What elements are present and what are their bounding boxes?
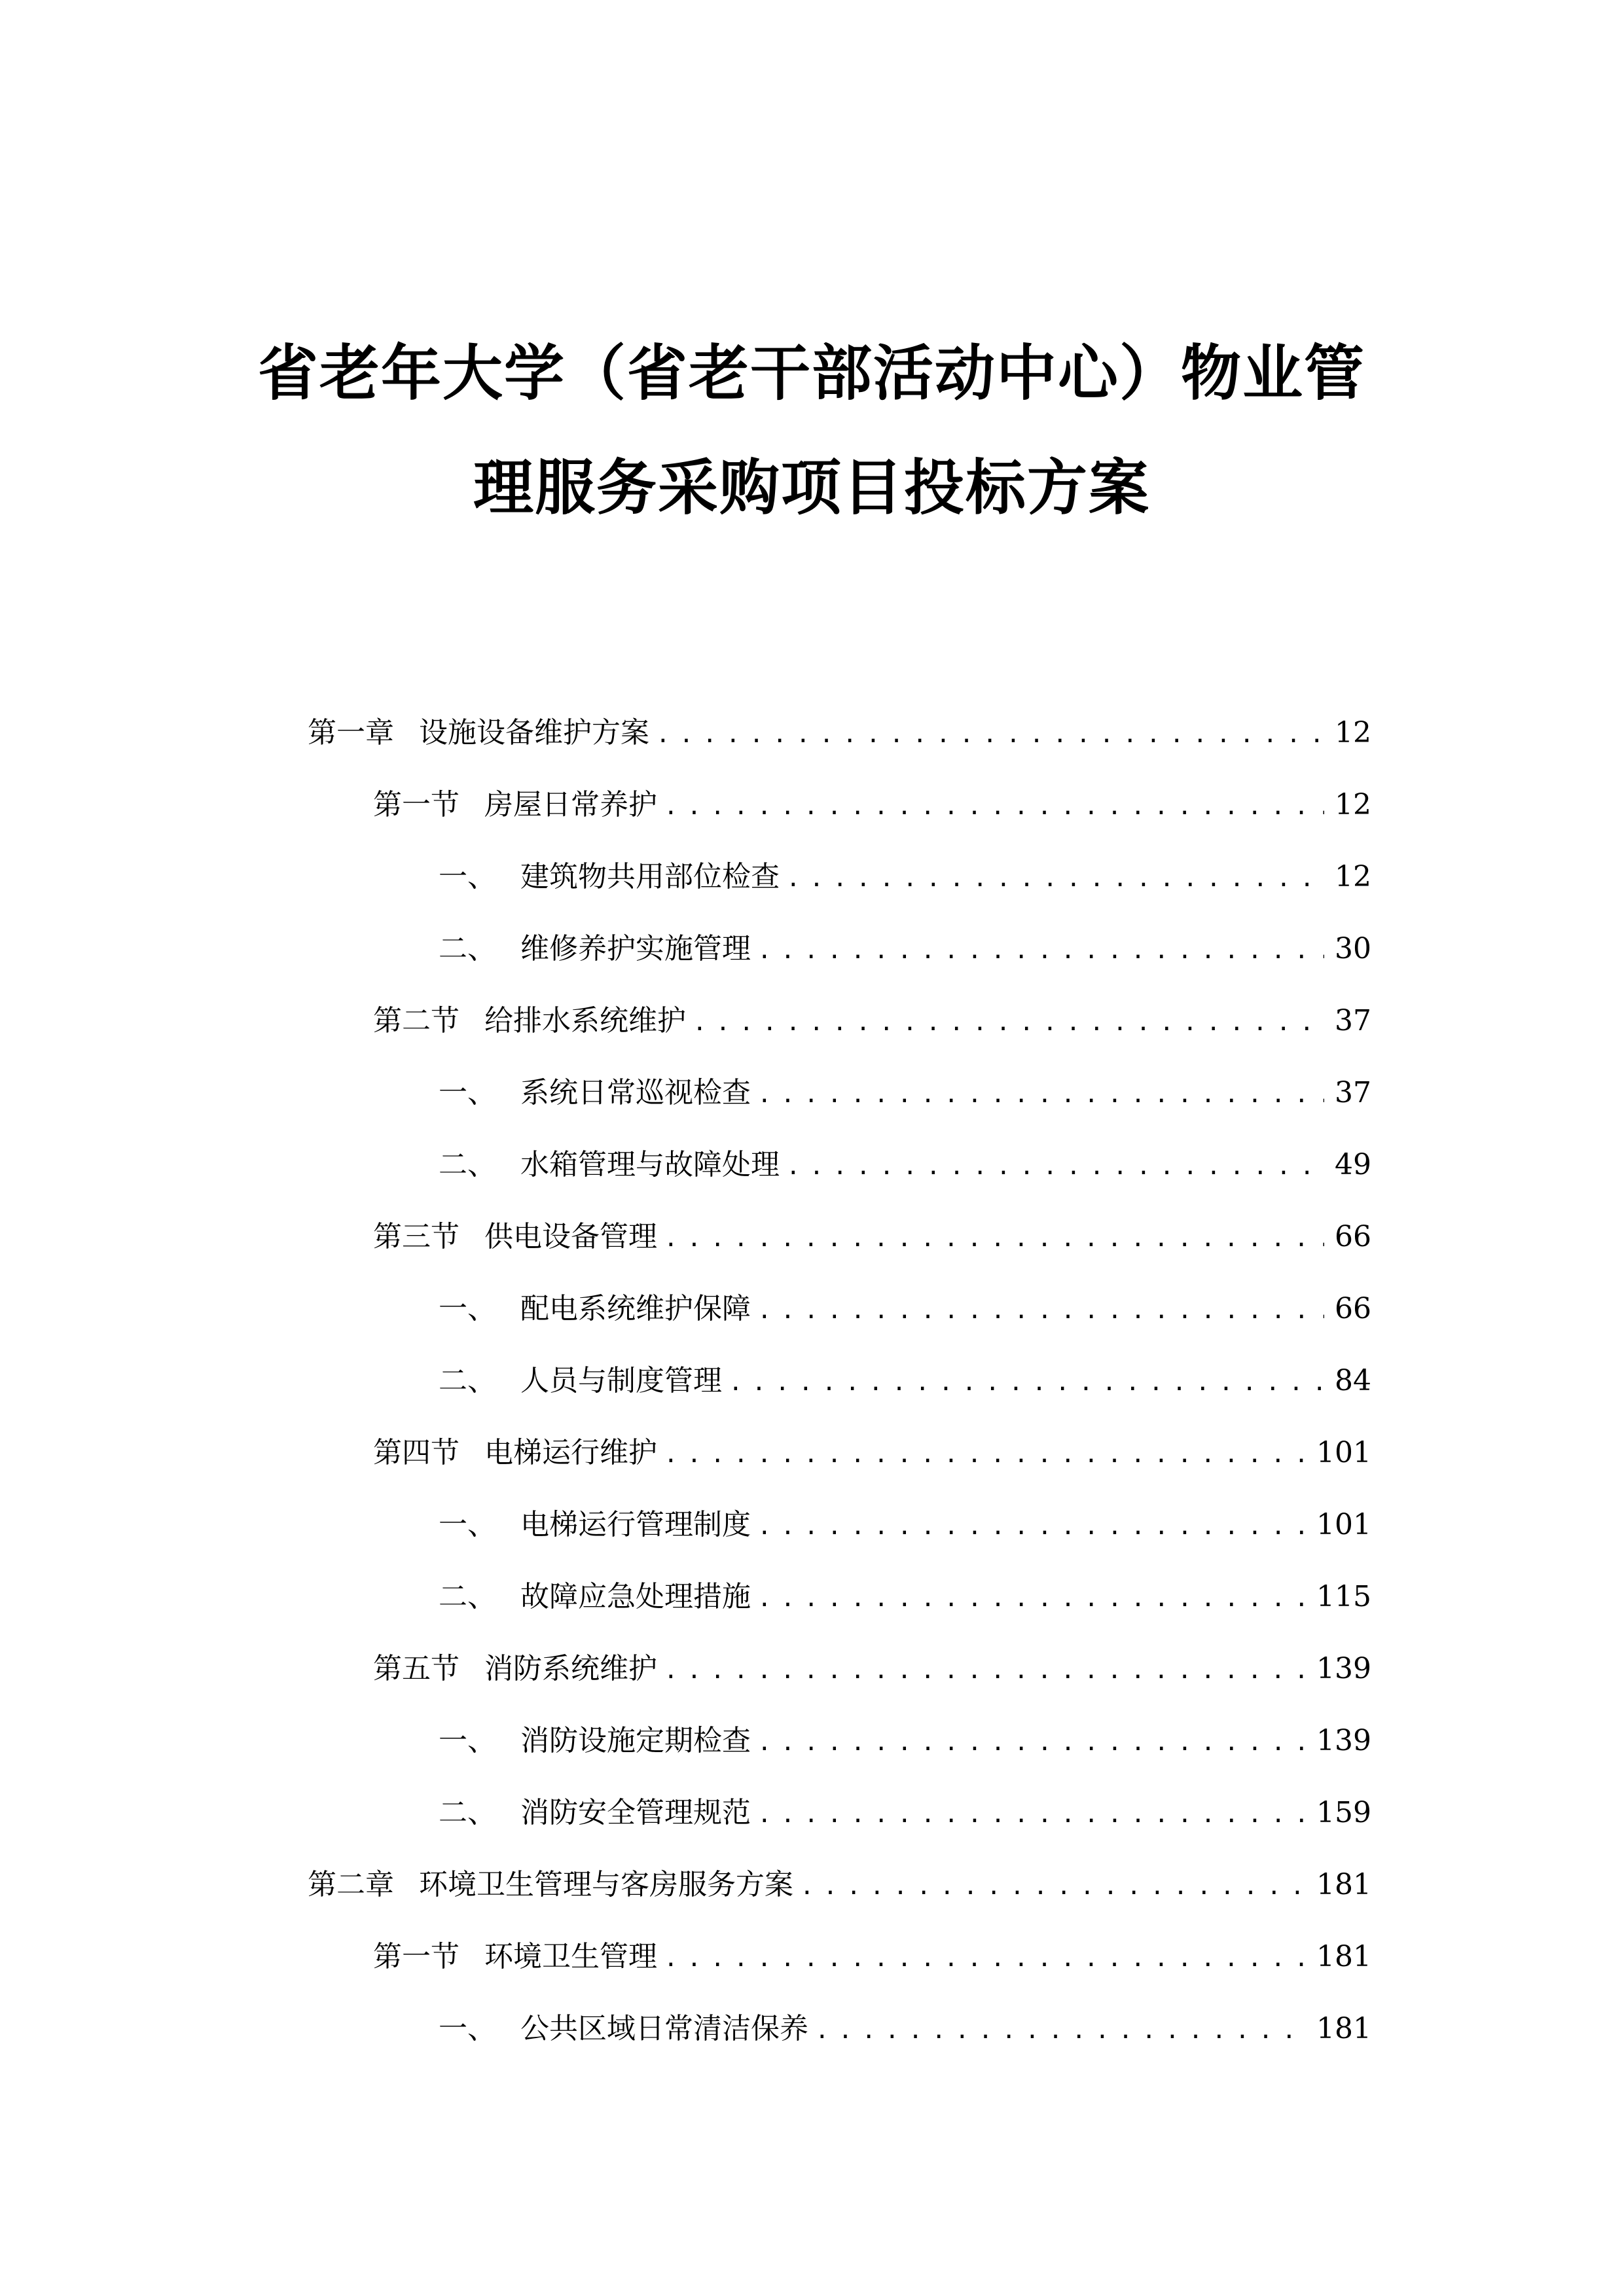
toc-entry-label: 建筑物共用部位检查: [520, 860, 780, 893]
toc-entry-number: 第一章: [308, 716, 394, 749]
toc-entry-label: 设施设备维护方案: [419, 716, 649, 749]
toc-entry-number: 第一节: [373, 788, 460, 821]
toc-entry-label: 配电系统维护保障: [520, 1292, 751, 1325]
toc-entry-label: 电梯运行维护: [484, 1436, 657, 1469]
toc-entry-number: 一、: [439, 1292, 496, 1325]
toc-page-number: 115: [1316, 1580, 1371, 1613]
toc-entry-label: 供电设备管理: [484, 1220, 657, 1253]
toc-entry[interactable]: [308, 1921, 1371, 1993]
toc-entry-label: 人员与制度管理: [520, 1364, 722, 1397]
toc-page-number: 181: [1316, 1868, 1371, 1901]
toc-entry-number: 一、: [439, 860, 496, 893]
toc-entry-number: 第三节: [373, 1220, 460, 1253]
toc-entry[interactable]: [308, 913, 1371, 985]
toc-entry-number: 二、: [439, 1148, 496, 1181]
toc-entry-number: 第二章: [308, 1868, 394, 1901]
toc-entry[interactable]: [308, 841, 1371, 913]
toc-entry[interactable]: [308, 1849, 1371, 1921]
toc-page-number: 181: [1316, 2012, 1371, 2045]
toc-entry-number: 二、: [439, 1364, 496, 1397]
toc-entry-label: 消防系统维护: [484, 1652, 657, 1685]
toc-page-number: 37: [1335, 1076, 1371, 1109]
toc-entry[interactable]: [308, 697, 1371, 769]
document-title-line-2: 理服务采购项目投标方案: [473, 453, 1150, 523]
toc-entry-number: 二、: [439, 1796, 496, 1829]
toc-entry-label: 故障应急处理措施: [520, 1580, 751, 1613]
table-of-contents: [308, 697, 1371, 2065]
toc-entry-number: 一、: [439, 1724, 496, 1757]
toc-dot-leader: [786, 1131, 1324, 1203]
toc-entry[interactable]: [308, 1705, 1371, 1777]
toc-page-number: 30: [1335, 932, 1371, 965]
toc-page-number: 66: [1335, 1220, 1371, 1253]
toc-page-number: 37: [1335, 1004, 1371, 1037]
toc-dot-leader: [656, 699, 1324, 771]
toc-entry[interactable]: [308, 1561, 1371, 1633]
toc-page-number: 181: [1316, 1940, 1371, 1973]
toc-entry[interactable]: [308, 1201, 1371, 1273]
toc-entry[interactable]: [308, 1129, 1371, 1201]
toc-entry-number: 第四节: [373, 1436, 460, 1469]
toc-entry-label: 维修养护实施管理: [520, 932, 751, 965]
toc-entry[interactable]: [308, 985, 1371, 1057]
toc-entry[interactable]: [308, 1633, 1371, 1705]
toc-entry-label: 水箱管理与故障处理: [520, 1148, 780, 1181]
toc-entry[interactable]: [308, 769, 1371, 841]
toc-entry-label: 消防安全管理规范: [520, 1796, 751, 1829]
toc-page-number: 49: [1335, 1148, 1371, 1181]
toc-entry[interactable]: [308, 1273, 1371, 1345]
toc-entry[interactable]: [308, 1345, 1371, 1417]
toc-dot-leader: [664, 1923, 1308, 1995]
toc-entry-label: 给排水系统维护: [484, 1004, 686, 1037]
toc-entry-number: 二、: [439, 932, 496, 965]
toc-dot-leader: [729, 1347, 1324, 1419]
toc-dot-leader: [757, 1491, 1308, 1563]
toc-entry-label: 电梯运行管理制度: [520, 1508, 751, 1541]
toc-entry[interactable]: [308, 1057, 1371, 1129]
toc-page-number: 12: [1335, 860, 1371, 893]
toc-page-number: 139: [1316, 1724, 1371, 1757]
toc-entry-number: 一、: [439, 1076, 496, 1109]
toc-entry-label: 公共区域日常清洁保养: [520, 2012, 808, 2045]
toc-page-number: 139: [1316, 1652, 1371, 1685]
toc-entry-label: 环境卫生管理: [484, 1940, 657, 1973]
toc-dot-leader: [664, 771, 1324, 843]
toc-dot-leader: [664, 1419, 1308, 1491]
toc-dot-leader: [664, 1635, 1308, 1707]
toc-page-number: 66: [1335, 1292, 1371, 1325]
toc-page-number: 101: [1316, 1508, 1371, 1541]
toc-entry[interactable]: [308, 1777, 1371, 1849]
toc-dot-leader: [664, 1203, 1324, 1275]
toc-page-number: 101: [1316, 1436, 1371, 1469]
toc-dot-leader: [757, 1059, 1324, 1131]
toc-entry-number: 二、: [439, 1580, 496, 1613]
toc-dot-leader: [757, 1275, 1324, 1347]
toc-entry[interactable]: [308, 1417, 1371, 1489]
toc-dot-leader: [757, 1779, 1308, 1851]
toc-entry-number: 第一节: [373, 1940, 460, 1973]
toc-dot-leader: [757, 915, 1324, 987]
toc-dot-leader: [757, 1707, 1308, 1779]
toc-entry-number: 一、: [439, 1508, 496, 1541]
toc-entry-number: 一、: [439, 2012, 496, 2045]
toc-entry-label: 环境卫生管理与客房服务方案: [419, 1868, 793, 1901]
toc-dot-leader: [815, 1995, 1308, 2067]
toc-dot-leader: [757, 1563, 1308, 1635]
document-title-line-1: 省老年大学（省老干部活动中心）物业管: [257, 338, 1365, 408]
toc-dot-leader: [693, 987, 1324, 1059]
toc-entry[interactable]: [308, 1993, 1371, 2065]
toc-entry-number: 第二节: [373, 1004, 460, 1037]
toc-entry-label: 房屋日常养护: [484, 788, 657, 821]
toc-entry-number: 第五节: [373, 1652, 460, 1685]
toc-page-number: 12: [1335, 716, 1371, 749]
toc-entry-label: 系统日常巡视检查: [520, 1076, 751, 1109]
toc-page-number: 84: [1335, 1364, 1371, 1397]
toc-entry[interactable]: [308, 1489, 1371, 1561]
toc-dot-leader: [800, 1851, 1308, 1923]
toc-page-number: 12: [1335, 788, 1371, 821]
toc-page-number: 159: [1316, 1796, 1371, 1829]
toc-entry-label: 消防设施定期检查: [520, 1724, 751, 1757]
toc-dot-leader: [786, 843, 1324, 915]
